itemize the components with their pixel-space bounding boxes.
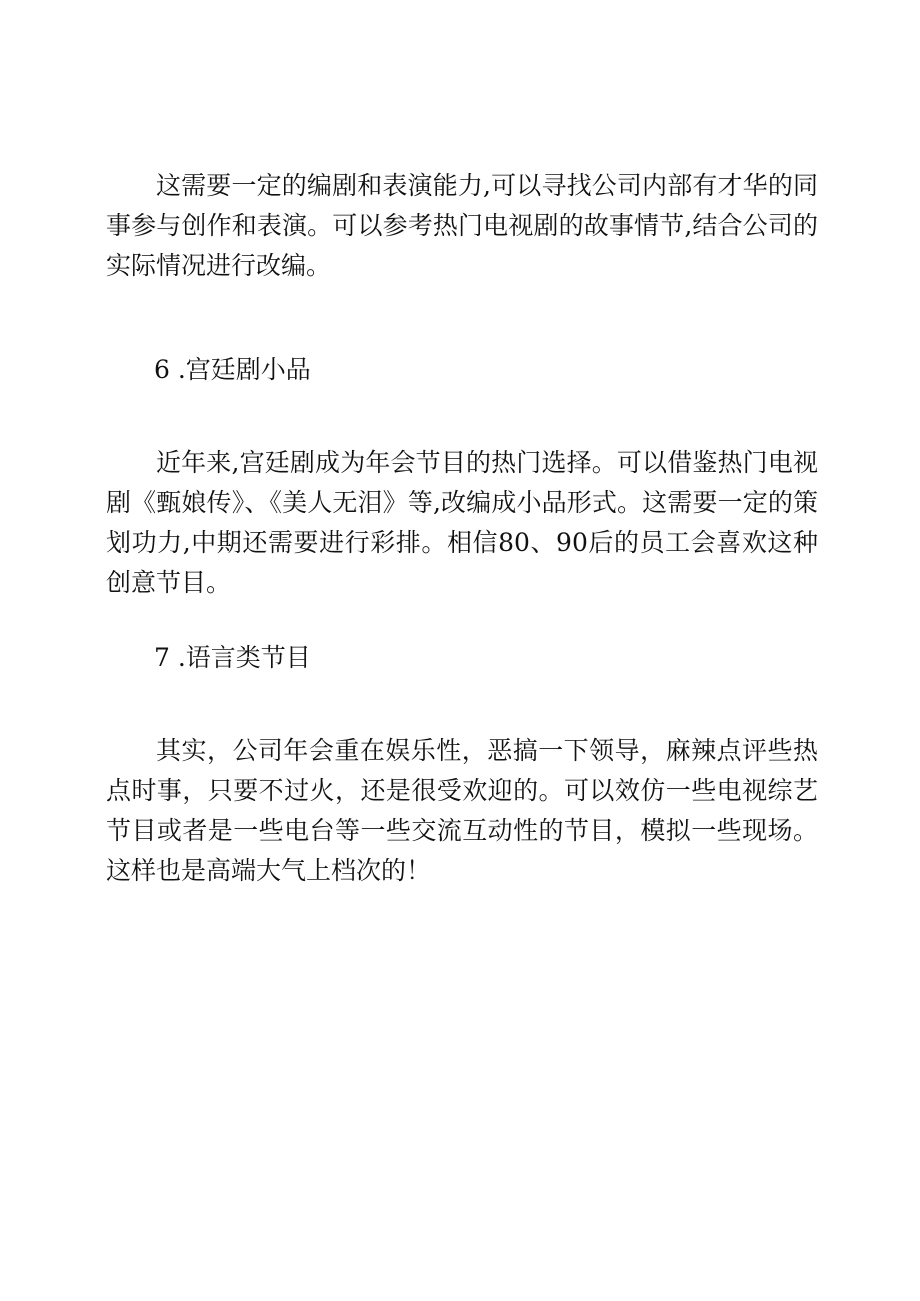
paragraph-language-program: 其实，公司年会重在娱乐性，恶搞一下领导，麻辣点评些热点时事，只要不过火，还是很受欢迎的。可以效仿一些电视综艺节目或者是一些电台等一些交流互动性的节目，模拟一些现场。这样也是高端大气上档次的！	[106, 736, 818, 885]
section-heading-palace-drama: 6 .宫廷剧小品	[154, 355, 311, 384]
section-heading-language-program: 7 .语言类节目	[154, 643, 311, 672]
paragraph-script-writing: 这需要一定的编剧和表演能力,可以寻找公司内部有才华的同事参与创作和表演。可以参考热门电视剧的故事情节,结合公司的实际情况进行改编。	[106, 171, 818, 280]
paragraph-palace-drama: 近年来,宫廷剧成为年会节目的热门选择。可以借鉴热门电视剧《甄娘传》、《美人无泪》等,改编成小品形式。这需要一定的策划功力,中期还需要进行彩排。相信80、90后的员工会喜欢这种创意节目。	[106, 448, 818, 597]
